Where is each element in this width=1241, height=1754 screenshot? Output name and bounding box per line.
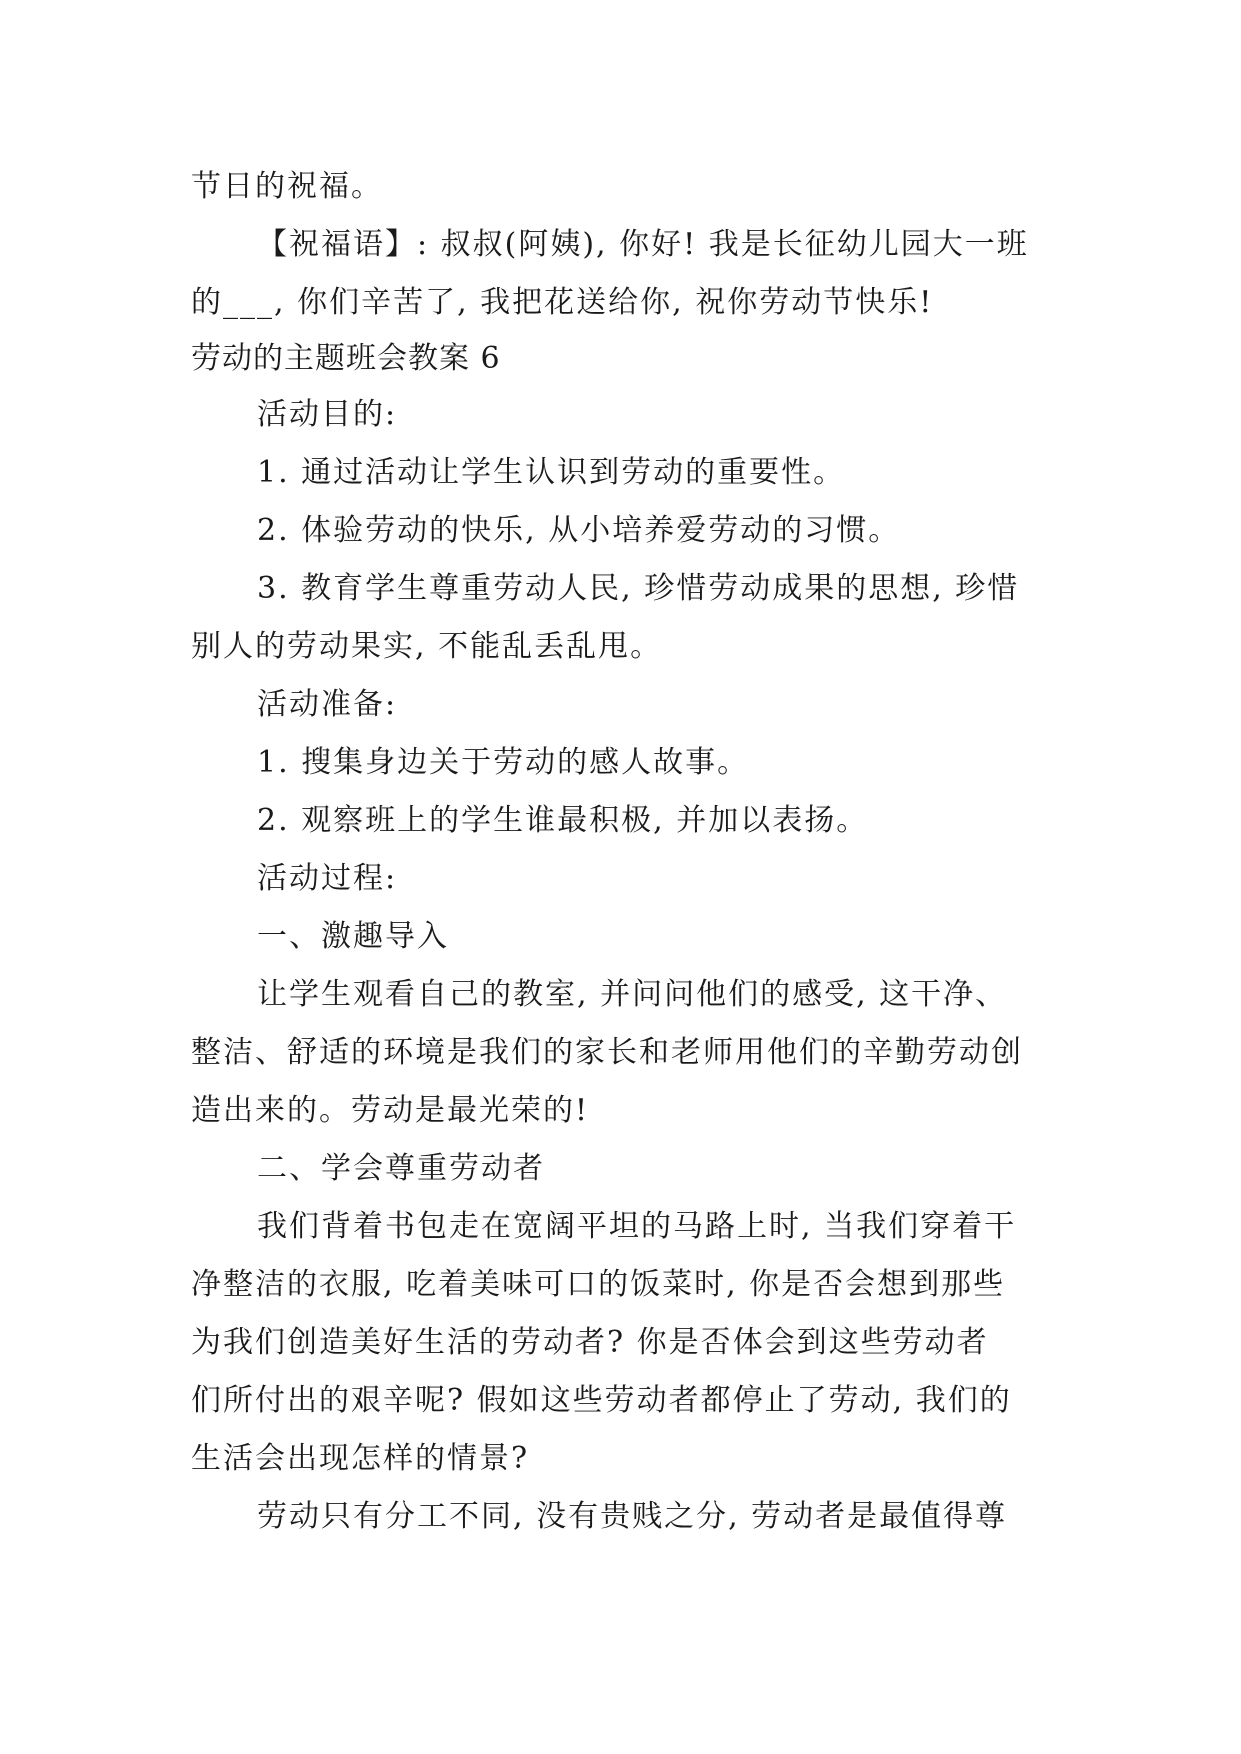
- text-line: 1. 搜集身边关于劳动的感人故事。: [257, 745, 750, 780]
- text-line: 我们背着书包走在宽阔平坦的马路上时, 当我们穿着干: [257, 1209, 1017, 1244]
- text-line: 活动目的:: [257, 397, 398, 432]
- text-line: 二、学会尊重劳动者: [257, 1151, 545, 1186]
- text-line: 的___, 你们辛苦了, 我把花送给你, 祝你劳动节快乐!: [191, 285, 934, 320]
- text-line: 别人的劳动果实, 不能乱丢乱甩。: [191, 629, 663, 664]
- text-line: 【祝福语】: 叔叔(阿姨), 你好! 我是长征幼儿园大一班: [257, 227, 1029, 262]
- text-line: 2. 观察班上的学生谁最积极, 并加以表扬。: [257, 803, 869, 838]
- text-line: 整洁、舒适的环境是我们的家长和老师用他们的辛勤劳动创: [191, 1035, 1023, 1070]
- text-line: 活动准备:: [257, 687, 398, 722]
- text-line: 造出来的。劳动是最光荣的!: [191, 1093, 590, 1128]
- text-line: 3. 教育学生尊重劳动人民, 珍惜劳动成果的思想, 珍惜: [257, 571, 1020, 606]
- text-line: 为我们创造美好生活的劳动者? 你是否体会到这些劳动者: [191, 1325, 989, 1360]
- section-heading: 劳动的主题班会教案 6: [191, 341, 501, 376]
- text-line: 让学生观看自己的教室, 并问问他们的感受, 这干净、: [257, 977, 1008, 1012]
- text-line: 节日的祝福。: [191, 169, 383, 204]
- text-line: 净整洁的衣服, 吃着美味可口的饭菜时, 你是否会想到那些: [191, 1267, 1006, 1302]
- text-line: 劳动只有分工不同, 没有贵贱之分, 劳动者是最值得尊: [257, 1499, 1008, 1534]
- text-line: 活动过程:: [257, 861, 398, 896]
- text-line: 1. 通过活动让学生认识到劳动的重要性。: [257, 455, 846, 490]
- text-line: 一、激趣导入: [257, 919, 449, 954]
- text-line: 们所付出的艰辛呢? 假如这些劳动者都停止了劳动, 我们的: [191, 1383, 1012, 1418]
- document-body: [191, 158, 1051, 1546]
- text-line: 2. 体验劳动的快乐, 从小培养爱劳动的习惯。: [257, 513, 901, 548]
- text-line: 生活会出现怎样的情景?: [191, 1441, 530, 1476]
